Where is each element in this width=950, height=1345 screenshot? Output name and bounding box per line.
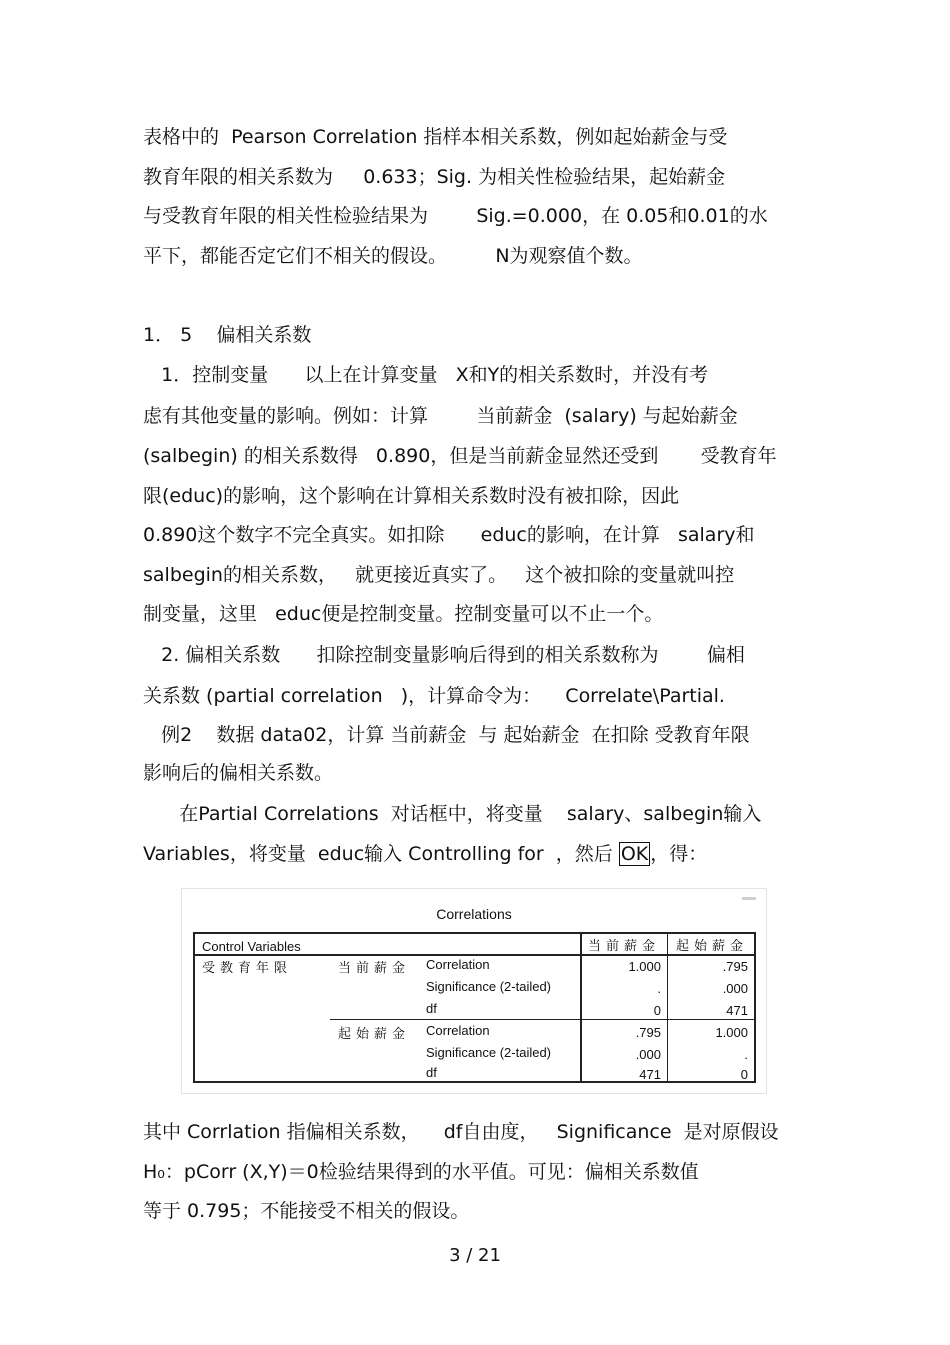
table-cell: 0 <box>740 1067 748 1082</box>
body-text-line: (salbegin) 的相关系数得 0.890，但是当前薪金显然还受到 受教育年 <box>143 445 777 467</box>
body-text-line: 影响后的偏相关系数。 <box>143 762 334 784</box>
control-variable-label: 受教育年限 <box>202 960 293 975</box>
group-rule <box>330 1019 754 1020</box>
body-text-line: 限(educ)的影响，这个影响在计算相关系数时没有被扣除，因此 <box>143 485 680 507</box>
body-text-line: 例2 数据 data02，计算 当前薪金 与 起始薪金 在扣除 受教育年限 <box>143 724 750 746</box>
text-segment: Variables，将变量 educ输入 Controlling for ，然后 <box>143 843 619 865</box>
row-stat-label: df <box>426 1065 437 1080</box>
correlations-table-panel <box>181 888 767 1094</box>
table-cell: 0 <box>653 1003 661 1018</box>
table-cell: 471 <box>639 1067 661 1082</box>
correlations-table <box>193 932 756 1083</box>
section-heading: 1． 5 偏相关系数 <box>143 324 312 346</box>
body-text-line: 虑有其他变量的影响。例如：计算 当前薪金 (salary) 与起始薪金 <box>143 405 738 427</box>
body-text-line: 教育年限的相关系数为 0.633；Sig. 为相关性检验结果，起始薪金 <box>143 166 726 188</box>
column-divider <box>580 934 582 1081</box>
body-text-line <box>143 841 707 867</box>
body-text-line: 与受教育年限的相关性检验结果为 Sig.=0.000，在 0.05和0.01的水 <box>143 205 768 227</box>
body-text-line: 其中 Corrlation 指偏相关系数， df自由度， Significance 是对原假设 <box>143 1121 779 1143</box>
body-text-line: 在Partial Correlations 对话框中，将变量 salary、salbegin输入 <box>143 803 762 825</box>
body-text-line: 制变量，这里 educ便是控制变量。控制变量可以不止一个。 <box>143 603 664 625</box>
table-cell: 1.000 <box>628 959 661 974</box>
row-stat-label: Significance (2-tailed) <box>426 1045 552 1060</box>
header-beginning-salary: 起始薪金 <box>676 938 749 953</box>
ok-button-reference: OK <box>620 843 649 865</box>
body-text-line: salbegin的相关系数， 就更接近真实了。 这个被扣除的变量就叫控 <box>143 564 735 586</box>
header-control-variables: Control Variables <box>202 939 301 954</box>
table-title: Correlations <box>436 906 512 922</box>
body-text-line: 1．控制变量 以上在计算变量 X和Y的相关系数时，并没有考 <box>143 364 709 386</box>
table-cell: 1.000 <box>715 1025 748 1040</box>
table-cell: .795 <box>635 1025 661 1040</box>
row-variable-label: 当前薪金 <box>338 960 411 975</box>
row-stat-label: Significance (2-tailed) <box>426 979 552 994</box>
row-stat-label: Correlation <box>426 957 490 972</box>
header-current-salary: 当前薪金 <box>588 938 661 953</box>
header-rule <box>195 954 754 956</box>
body-text-line: 0.890这个数字不完全真实。如扣除 educ的影响，在计算 salary和 <box>143 524 755 546</box>
table-cell: .000 <box>722 981 748 996</box>
column-divider <box>667 934 668 1081</box>
table-cell: 471 <box>726 1003 748 1018</box>
panel-handle-icon <box>742 897 756 900</box>
text-segment: ，得： <box>650 843 708 865</box>
body-text-line: 平下，都能否定它们不相关的假设。 N为观察值个数。 <box>143 245 643 267</box>
table-cell: .000 <box>635 1047 661 1062</box>
page-number: 3 / 21 <box>449 1245 501 1266</box>
table-cell: .795 <box>722 959 748 974</box>
body-text-line: 等于 0.795；不能接受不相关的假设。 <box>143 1200 470 1222</box>
body-text-line: H₀：pCorr (X,Y)＝0检验结果得到的水平值。可见：偏相关系数值 <box>143 1161 699 1183</box>
body-text-line: 2. 偏相关系数 扣除控制变量影响后得到的相关系数称为 偏相 <box>143 644 745 666</box>
row-variable-label: 起始薪金 <box>338 1026 411 1041</box>
table-cell: . <box>744 1047 748 1062</box>
row-stat-label: df <box>426 1001 437 1016</box>
body-text-line: 表格中的 Pearson Correlation 指样本相关系数，例如起始薪金与受 <box>143 126 728 148</box>
row-stat-label: Correlation <box>426 1023 490 1038</box>
table-cell: . <box>657 981 661 996</box>
body-text-line: 关系数 (partial correlation )，计算命令为： Correlate\Partial. <box>143 685 725 707</box>
